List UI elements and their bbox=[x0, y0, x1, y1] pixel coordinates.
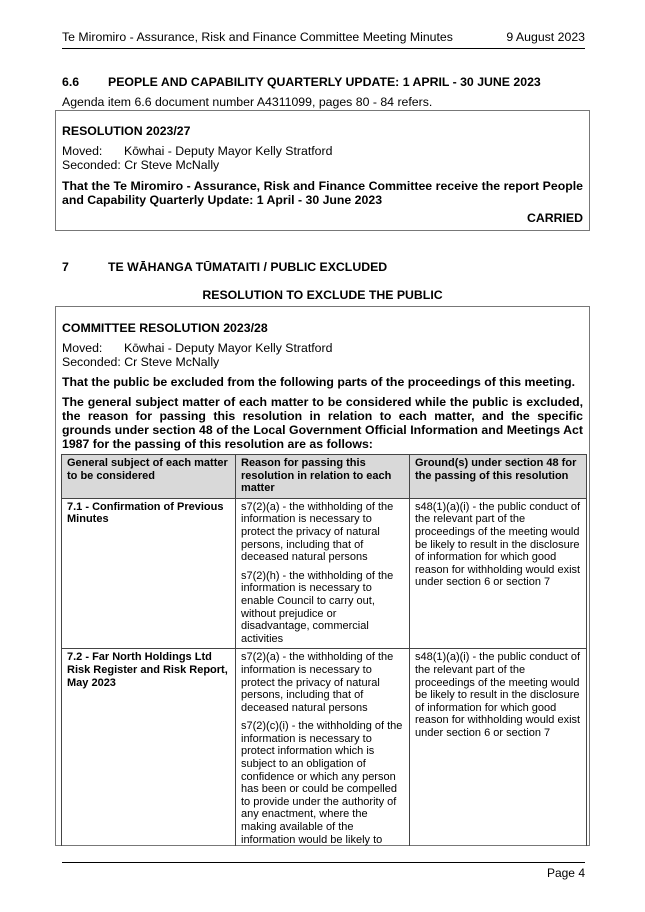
resolution-text: That the Te Miromiro - Assurance, Risk and Finance Committee receive the report People and Capability Quarterly Update: 1 April - 30 June 2023 bbox=[62, 179, 583, 207]
agenda-reference: Agenda item 6.6 document number A4311099, pages 80 - 84 refers. bbox=[62, 95, 433, 109]
carried-label: CARRIED bbox=[526, 211, 583, 225]
column-header: General subject of each matter to be considered bbox=[62, 455, 236, 499]
resolution-heading: RESOLUTION 2023/27 bbox=[62, 124, 191, 138]
reason-cell bbox=[236, 649, 410, 849]
moved-line bbox=[62, 341, 333, 355]
column-header: Ground(s) under section 48 for the passing of this resolution bbox=[410, 455, 587, 499]
subject-cell: 7.1 - Confirmation of Previous Minutes bbox=[62, 498, 236, 649]
resolution-text-2: The general subject matter of each matter to be considered while the public is excluded, the reason for passing this resolution in relation to each matter, and the specific grounds under section 48 of the Local Government Official Information and Meetings Act 1987 for the passing of this resolution are as follows: bbox=[62, 395, 583, 451]
section-number: 7 bbox=[62, 260, 69, 274]
header-date: 9 August 2023 bbox=[506, 30, 585, 44]
table-row bbox=[62, 498, 587, 649]
section-number: 6.6 bbox=[62, 75, 80, 89]
subject-cell: 7.2 - Far North Holdings Ltd Risk Register and Risk Report, May 2023 bbox=[62, 649, 236, 849]
seconded-line: Seconded: Cr Steve McNally bbox=[62, 158, 220, 172]
seconded-line: Seconded: Cr Steve McNally bbox=[62, 355, 220, 369]
ground-cell: s48(1)(a)(i) - the public conduct of the relevant part of the proceedings of the meeting would be likely to result in the disclosure of information for which good reason for withholding would exist under section 6 or section 7 bbox=[410, 498, 587, 649]
public-excluded-table bbox=[61, 454, 587, 849]
resolution-box-2023-27 bbox=[55, 110, 590, 231]
page-break-mask bbox=[0, 846, 645, 860]
page-header bbox=[62, 30, 585, 49]
exclude-public-subtitle: RESOLUTION TO EXCLUDE THE PUBLIC bbox=[202, 288, 443, 302]
header-title: Te Miromiro - Assurance, Risk and Finance Committee Meeting Minutes bbox=[62, 30, 453, 44]
section-title: PEOPLE AND CAPABILITY QUARTERLY UPDATE: 1 APRIL - 30 JUNE 2023 bbox=[108, 75, 541, 89]
ground-cell: s48(1)(a)(i) - the public conduct of the relevant part of the proceedings of the meeting would be likely to result in the disclosure of information for which good reason for withholding would exist under section 6 or section 7 bbox=[410, 649, 587, 849]
moved-by: Kōwhai - Deputy Mayor Kelly Stratford bbox=[124, 341, 333, 355]
moved-by: Kōwhai - Deputy Mayor Kelly Stratford bbox=[124, 144, 333, 158]
section-title: TE WĀHANGA TŪMATAITI / PUBLIC EXCLUDED bbox=[108, 260, 388, 274]
column-header: Reason for passing this resolution in relation to each matter bbox=[236, 455, 410, 499]
reason-text: s7(2)(c)(i) - the withholding of the information is necessary to protect information which is subject to an obligation of confidence or which any person has been or could be compelled to provide under the authority of any enactment, where the making available of the information would be likely to bbox=[241, 720, 403, 846]
footer-rule bbox=[62, 862, 585, 863]
reason-cell bbox=[236, 498, 410, 649]
table-header-row bbox=[62, 455, 587, 499]
page-number: Page 4 bbox=[546, 866, 585, 880]
moved-label: Moved: bbox=[62, 144, 103, 158]
resolution-heading: COMMITTEE RESOLUTION 2023/28 bbox=[62, 321, 268, 335]
moved-label: Moved: bbox=[62, 341, 103, 355]
moved-line bbox=[62, 144, 333, 158]
resolution-text-1: That the public be excluded from the following parts of the proceedings of this meeting. bbox=[62, 375, 576, 389]
reason-text: s7(2)(a) - the withholding of the information is necessary to protect the privacy of natural persons, including that of deceased natural persons bbox=[241, 651, 394, 714]
reason-text: s7(2)(a) - the withholding of the information is necessary to protect the privacy of natural persons, including that of deceased natural persons bbox=[241, 500, 394, 564]
table-row bbox=[62, 649, 587, 849]
reason-text: s7(2)(h) - the withholding of the information is necessary to enable Council to carry out, without prejudice or disadvantage, commercial activities bbox=[241, 569, 394, 645]
